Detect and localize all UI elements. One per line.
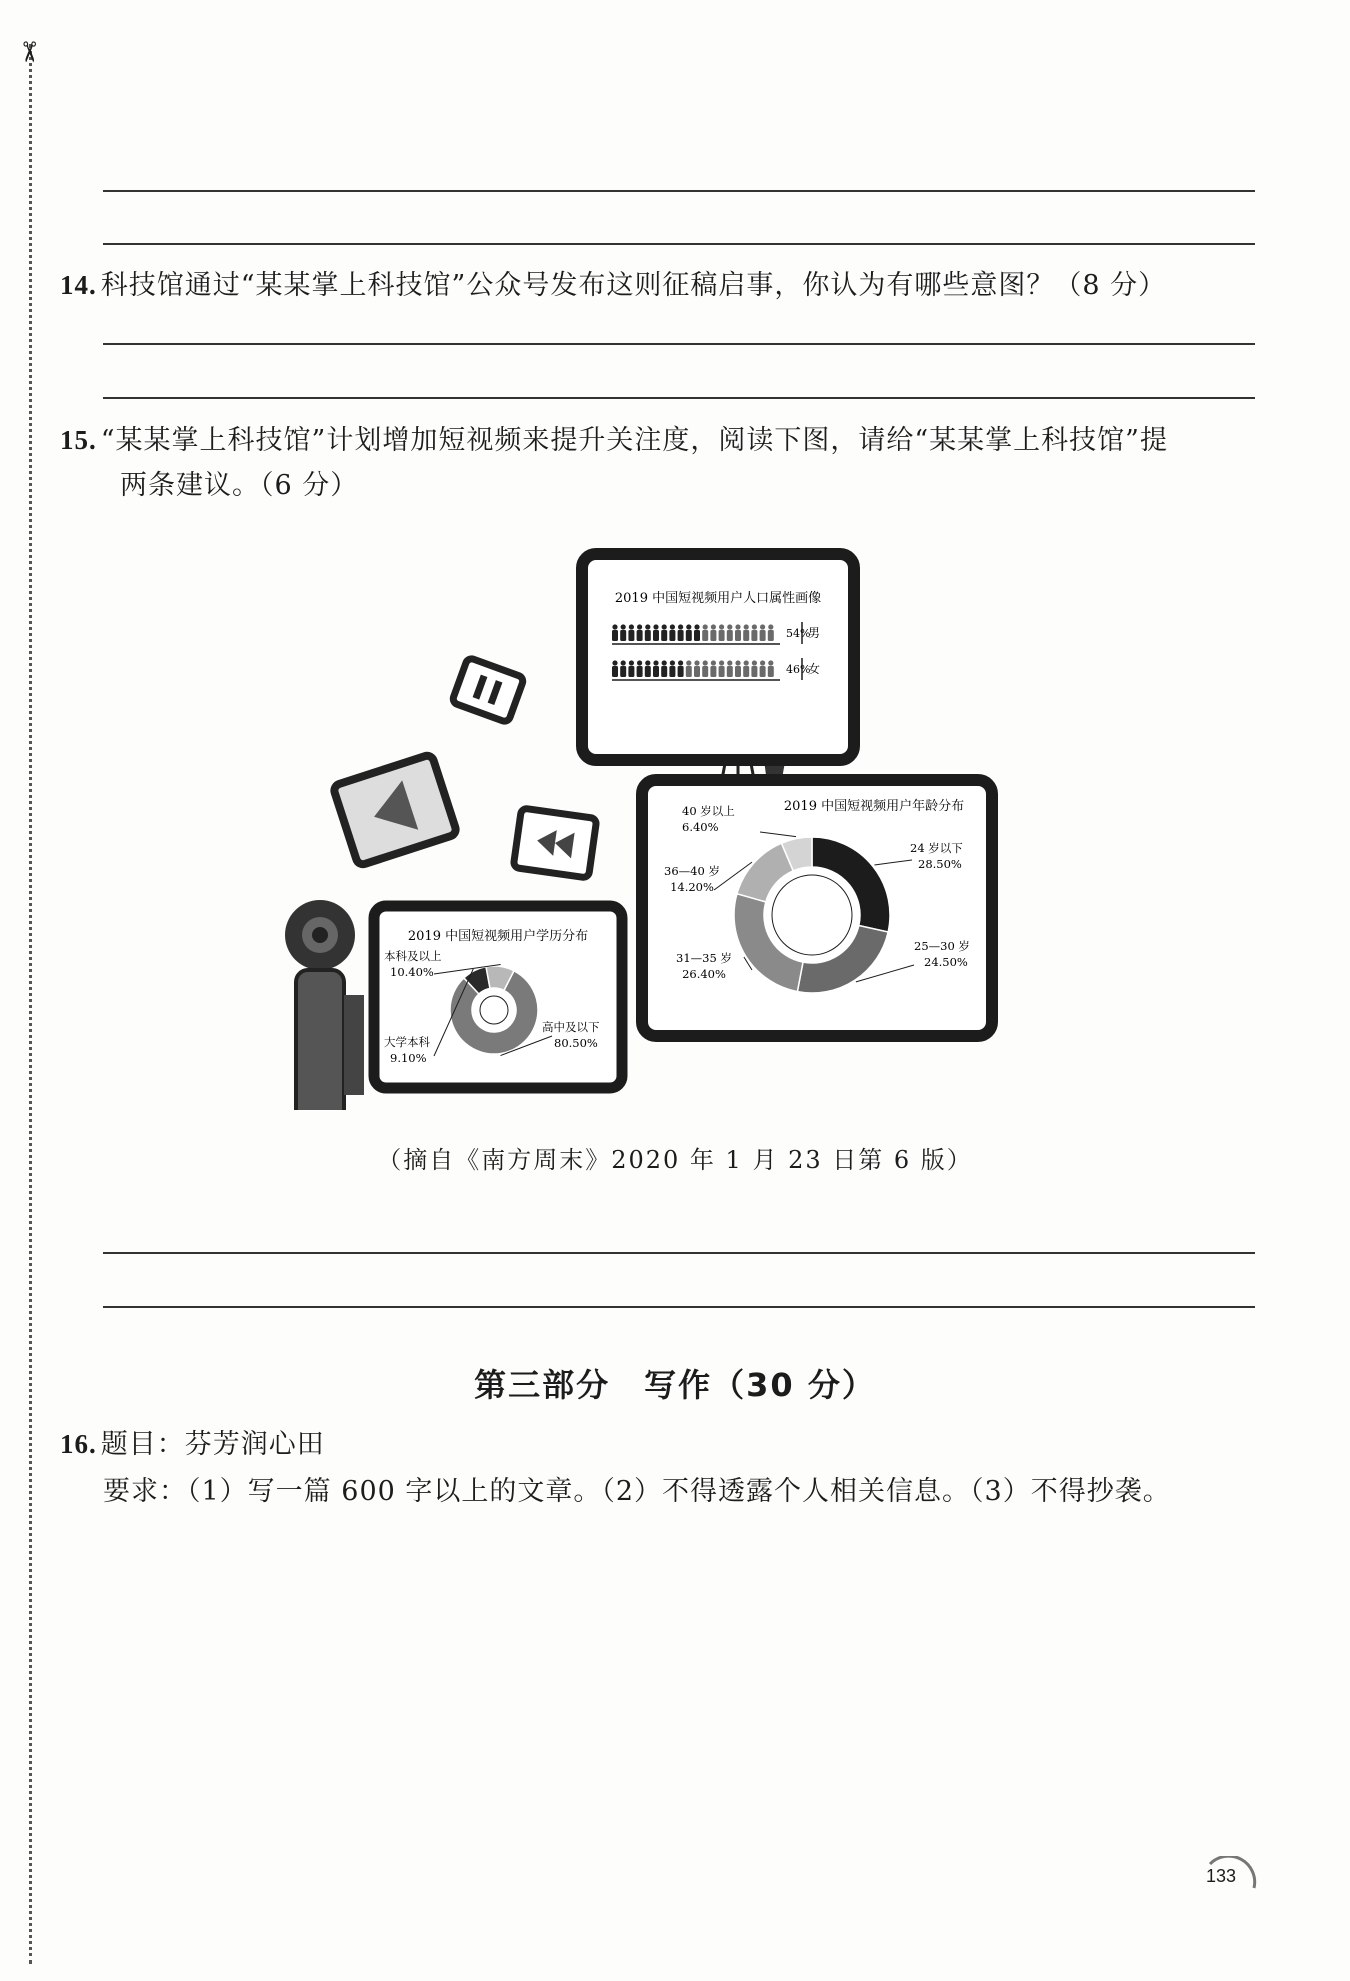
- person-glyph: [645, 660, 651, 677]
- person-glyph: [768, 660, 774, 677]
- person-glyph: [719, 624, 725, 641]
- question-15: [60, 420, 1168, 461]
- question-text: 题目：芬芳润心田: [100, 1429, 325, 1460]
- screen-age: [642, 780, 992, 1036]
- person-glyph: [710, 624, 716, 641]
- person-glyph: [727, 624, 733, 641]
- answer-line[interactable]: [103, 343, 1255, 345]
- person-glyph: [751, 624, 757, 641]
- slice-label: 40 岁以上: [682, 804, 735, 818]
- person-glyph: [628, 624, 634, 641]
- question-16-requirements: 要求：（1）写一篇 600 字以上的文章。（2）不得透露个人相关信息。（3）不得抄袭。: [103, 1476, 1171, 1507]
- camcorder-icon: [285, 900, 364, 1110]
- person-glyph: [751, 660, 757, 677]
- person-glyph: [612, 624, 618, 641]
- question-text: 科技馆通过“某某掌上科技馆”公众号发布这则征稿启事，你认为有哪些意图？（8 分）: [100, 270, 1167, 301]
- screen-gender: [582, 554, 854, 760]
- category-label: 男: [808, 626, 821, 640]
- slice-label: 24 岁以下: [910, 841, 963, 855]
- short-video-infographic: [280, 540, 1040, 1110]
- answer-line[interactable]: [103, 190, 1255, 192]
- cut-line: [29, 44, 32, 1964]
- value-label: 46%: [786, 663, 811, 676]
- person-glyph: [719, 660, 725, 677]
- slice-label: 25—30 岁: [914, 939, 970, 953]
- screen-education: [374, 906, 622, 1088]
- category-label: 女: [808, 662, 821, 676]
- section-title: 第三部分 写作（30 分）: [474, 1366, 876, 1404]
- answer-line[interactable]: [103, 397, 1255, 399]
- person-glyph: [727, 660, 733, 677]
- slice-label: 本科及以上: [384, 949, 442, 963]
- age-chart-title: 2019 中国短视频用户年龄分布: [783, 799, 965, 814]
- person-glyph: [661, 624, 667, 641]
- answer-line[interactable]: [103, 1252, 1255, 1254]
- person-glyph: [653, 624, 659, 641]
- question-15-cont: 两条建议。（6 分）: [120, 470, 359, 501]
- pause-card-icon: [452, 657, 525, 723]
- person-glyph: [678, 660, 684, 677]
- person-glyph: [743, 660, 749, 677]
- question-16: [60, 1424, 325, 1465]
- slice-label: 36—40 岁: [664, 864, 720, 878]
- person-glyph: [653, 660, 659, 677]
- person-glyph: [760, 624, 766, 641]
- person-glyph: [694, 660, 700, 677]
- play-card-icon: [333, 754, 458, 866]
- slice-value-label: 26.40%: [682, 967, 726, 981]
- person-glyph: [694, 624, 700, 641]
- person-glyph: [661, 660, 667, 677]
- page-number: [1200, 1856, 1260, 1896]
- figure-caption: （摘自《南方周末》2020 年 1 月 23 日第 6 版）: [377, 1146, 973, 1174]
- slice-label: 31—35 岁: [676, 951, 732, 965]
- person-glyph: [686, 624, 692, 641]
- person-glyph: [702, 624, 708, 641]
- person-glyph: [743, 624, 749, 641]
- person-glyph: [686, 660, 692, 677]
- person-glyph: [645, 624, 651, 641]
- person-glyph: [637, 660, 643, 677]
- slice-value-label: 24.50%: [924, 955, 968, 969]
- gender-chart-title: 2019 中国短视频用户人口属性画像: [614, 591, 822, 606]
- person-glyph: [702, 660, 708, 677]
- page-number-text: 133: [1206, 1866, 1237, 1886]
- person-glyph: [669, 624, 675, 641]
- person-glyph: [628, 660, 634, 677]
- person-glyph: [620, 660, 626, 677]
- question-number: 15.: [60, 425, 97, 455]
- slice-value-label: 28.50%: [918, 857, 962, 871]
- slice-label: 大学本科: [384, 1035, 430, 1049]
- slice-label: 高中及以下: [542, 1020, 600, 1034]
- slice-value-label: 6.40%: [682, 820, 719, 834]
- answer-line[interactable]: [103, 1306, 1255, 1308]
- person-glyph: [669, 660, 675, 677]
- person-glyph: [735, 624, 741, 641]
- question-14: [60, 265, 1166, 306]
- question-number: 14.: [60, 270, 97, 300]
- value-label: 54%: [786, 627, 811, 640]
- person-glyph: [768, 624, 774, 641]
- person-glyph: [612, 660, 618, 677]
- person-glyph: [678, 624, 684, 641]
- edu-chart-title: 2019 中国短视频用户学历分布: [407, 929, 589, 944]
- rewind-card-icon: [513, 808, 597, 878]
- slice-value-label: 10.40%: [390, 965, 434, 979]
- person-glyph: [620, 624, 626, 641]
- person-glyph: [760, 660, 766, 677]
- person-glyph: [637, 624, 643, 641]
- question-text: “某某掌上科技馆”计划增加短视频来提升关注度，阅读下图，请给“某某掌上科技馆”提: [100, 425, 1168, 456]
- answer-line[interactable]: [103, 243, 1255, 245]
- slice-value-label: 9.10%: [390, 1051, 427, 1065]
- scissors-icon: ✂: [12, 40, 46, 64]
- question-number: 16.: [60, 1429, 97, 1459]
- person-glyph: [710, 660, 716, 677]
- slice-value-label: 14.20%: [670, 880, 714, 894]
- person-glyph: [735, 660, 741, 677]
- slice-value-label: 80.50%: [554, 1036, 598, 1050]
